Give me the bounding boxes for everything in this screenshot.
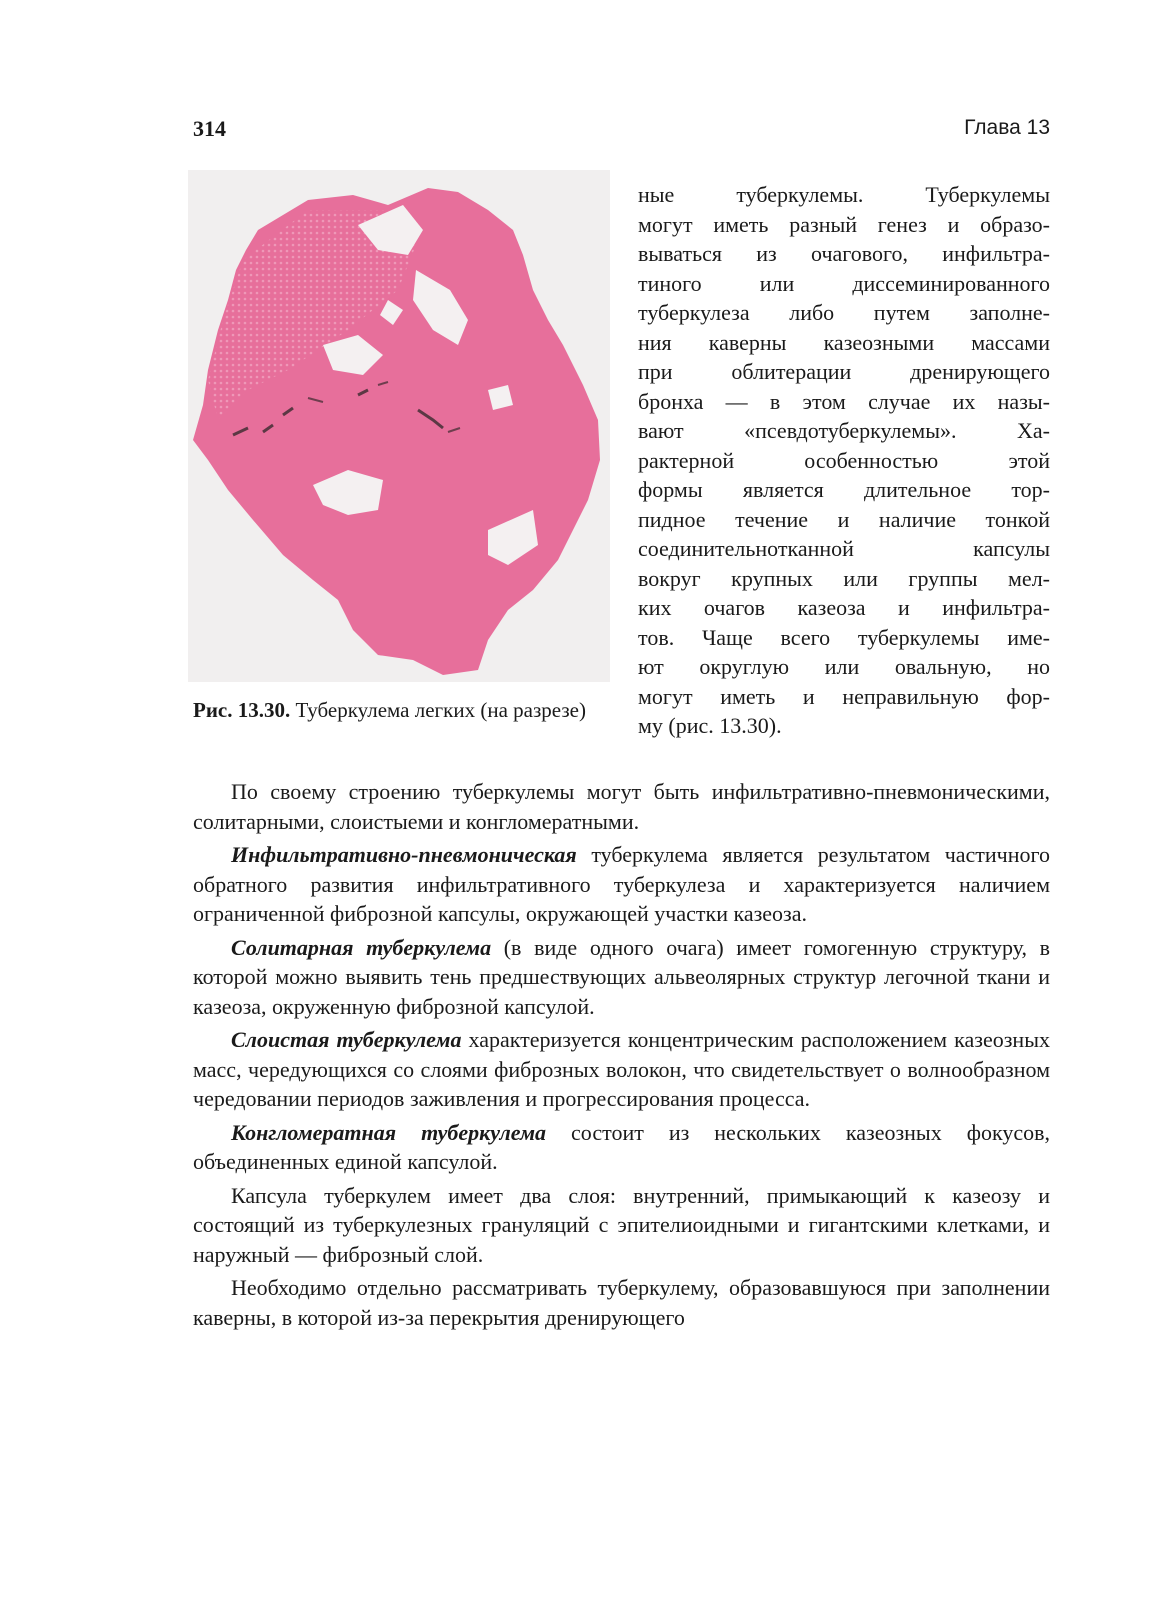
term-solitary: Солитарная туберкулема <box>231 934 492 960</box>
figure-caption-text: Туберкулема легких (на разрезе) <box>290 698 586 722</box>
paragraph-text: (в виде одного очага) имеет гомогенную структуру, в которой можно выявить тень предшествующих альвеолярных структур легочной ткани и казеоза, окруженную фиброзной капсулой. <box>193 934 1050 1019</box>
paragraph-solitary <box>193 933 1050 1022</box>
column-text <box>638 180 1050 741</box>
text-line: бронха — в этом случае их назы- <box>638 388 1050 414</box>
text-line: ют округлую или овальную, но <box>638 654 1050 679</box>
text-line: вываться из очагового, инфильтра- <box>638 241 1050 266</box>
text-line: вокруг крупных или группы мел- <box>638 565 1050 591</box>
text-line: при облитерации дренирующего <box>638 359 1050 384</box>
paragraph-layered <box>193 1025 1050 1114</box>
text-line: могут иметь разный генез и образо- <box>638 211 1050 237</box>
text-line: ные туберкулемы. Туберкулемы <box>638 182 1050 207</box>
text-line: му (рис. 13.30). <box>638 713 782 738</box>
paragraph-text: Капсула туберкулем имеет два слоя: внутренний, примыкающий к казеозу и состоящий из туберкулезных грануляций с эпителиоидными и гигантскими клетками, и наружный — фиброзный слой. <box>193 1182 1050 1267</box>
text-line: тиного или диссеминированного <box>638 270 1050 296</box>
paragraph-text: характеризуется концентрическим расположением казеозных масс, чередующихся со слоями фиброзных волокон, что свидетельствует о волнообразном чередовании периодов заживления и прогрессирования процесса. <box>193 1027 1050 1111</box>
text-line: рактерной особенностью этой <box>638 447 1050 473</box>
paragraph-conglomerate <box>193 1118 1050 1177</box>
paragraph-infiltrative <box>193 840 1050 929</box>
paragraph-text: Необходимо отдельно рассматривать туберкулему, образовавшуюся при заполнении каверны, в которой из-за перекрытия дренирующего <box>193 1275 1050 1330</box>
figure-tuberculoma-image <box>188 170 610 682</box>
text-line: формы является длительное тор- <box>638 477 1050 502</box>
term-infiltrative: Инфильтративно-пневмоническая <box>231 842 577 867</box>
text-line: ких очагов казеоза и инфильтра- <box>638 595 1050 620</box>
term-layered: Слоистая туберкулема <box>231 1027 462 1052</box>
paragraph-text: состоит из нескольких казеозных фокусов, объединенных единой капсулой. <box>193 1119 1050 1174</box>
page-number: 314 <box>193 116 226 141</box>
text-line: соединительнотканной капсулы <box>638 536 1050 561</box>
paragraph-structure <box>193 777 1050 836</box>
paragraph-text: По своему строению туберкулемы могут быть инфильтративно-пневмоническими, солитарными, слоистыеми и конгломератными. <box>193 779 1050 834</box>
text-line: туберкулеза либо путем заполне- <box>638 300 1050 325</box>
figure-caption-label: Рис. 13.30. <box>193 698 291 722</box>
paragraph-text: туберкулема является результатом частичного обратного развития инфильтративного туберкулеза и характеризуется наличием ограниченной фиброзной капсулы, окружающей участки казеоза. <box>193 842 1050 926</box>
text-line: пидное течение и наличие тонкой <box>638 506 1050 532</box>
text-line: вают «псевдотуберкулемы». Ха- <box>638 418 1050 443</box>
tissue-section-illustration <box>188 170 610 682</box>
paragraph-capsule <box>193 1181 1050 1270</box>
text-line: ния каверны казеозными массами <box>638 329 1050 355</box>
paragraph-cavity <box>193 1273 1050 1332</box>
text-line: тов. Чаще всего туберкулемы име- <box>638 624 1050 650</box>
figure-caption <box>193 696 603 725</box>
term-conglomerate: Конгломератная туберкулема <box>231 1119 547 1145</box>
text-line: могут иметь и неправильную фор- <box>638 683 1050 709</box>
body-text <box>193 777 1050 1336</box>
chapter-title: Глава 13 <box>964 116 1050 139</box>
